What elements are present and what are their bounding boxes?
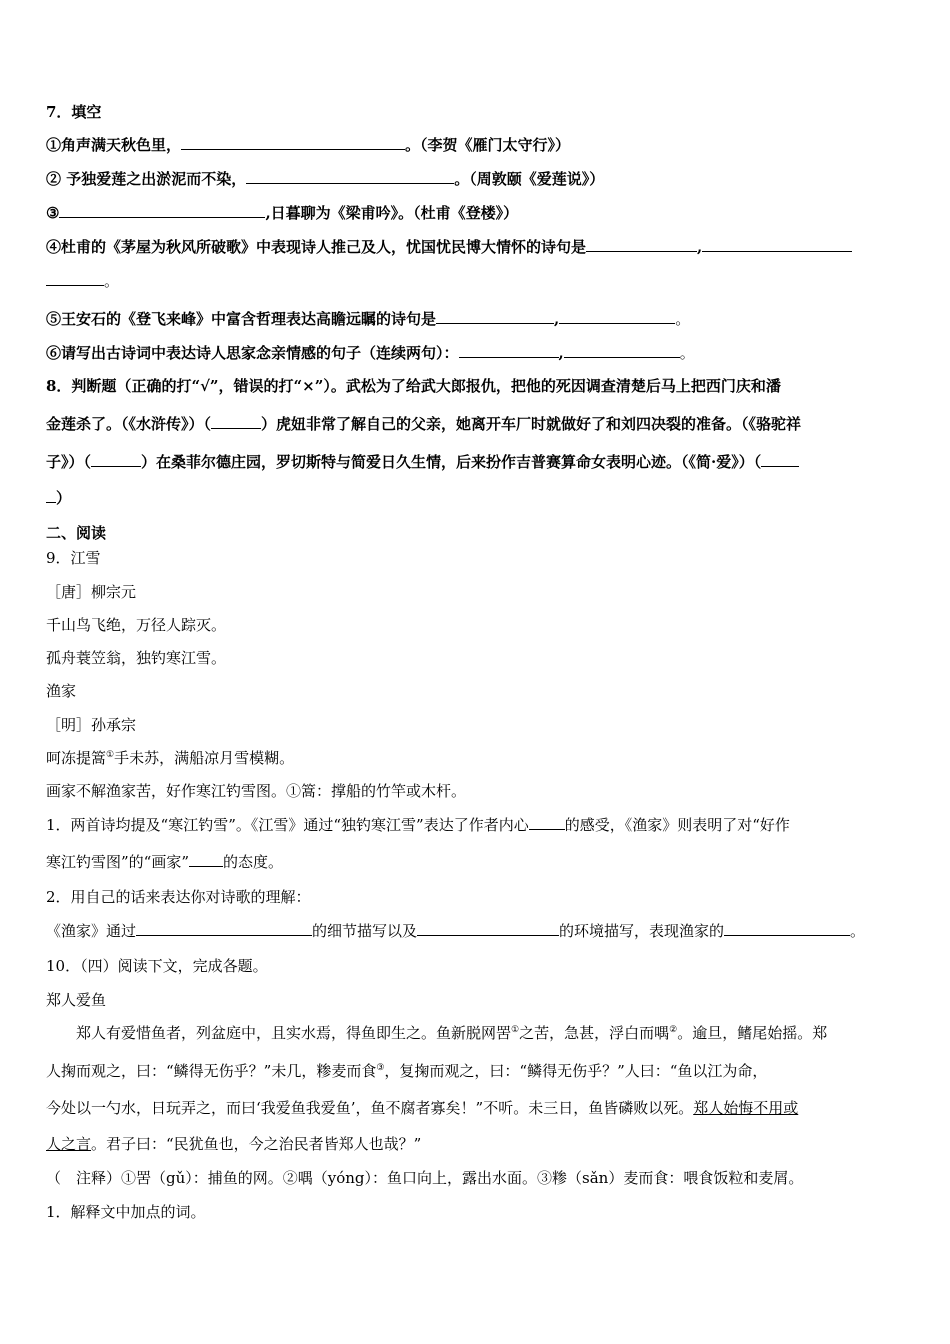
q9-sub-2-text-a: 《渔家》通过 (46, 922, 137, 940)
passage-line-3 (46, 1098, 798, 1118)
q7-line-2-source: 。（周敦颐《爱莲说》） (454, 170, 605, 188)
answer-blank[interactable] (761, 452, 799, 467)
q8-line-2-text: 金莲杀了。（《水浒传》）（ (46, 415, 212, 433)
q7-line-7-end: 。 (679, 344, 695, 362)
footnote-marker: ② (669, 1025, 678, 1035)
q7-line-2 (46, 169, 604, 189)
q9-sub-2-text-b: 的细节描写以及 (312, 922, 418, 940)
q9-sub-1-text-a: 1．两首诗均提及“寒江钓雪”。《江雪》通过“独钓寒江雪”表达了作者内心 (46, 816, 529, 834)
q7-line-7 (46, 343, 695, 363)
passage-line-3-a: 今处以一勺水，日玩弄之，而曰‘我爱鱼我爱鱼’，鱼不腐者寡矣！”不听。未三日，鱼皆磷败以死。 (46, 1099, 694, 1117)
q7-line-4 (46, 237, 852, 257)
passage-line-4-b: 。君子曰：“民犹鱼也，今之治民者皆郑人也哉？” (91, 1135, 422, 1153)
answer-blank[interactable] (91, 452, 141, 467)
passage-line-1-a: 郑人有爱惜鱼者，列盆庭中，且实水焉，得鱼即生之。鱼新脱网罟 (46, 1024, 512, 1042)
footnote-marker: ① (106, 750, 115, 760)
poem-2-title: 渔家 (46, 682, 77, 700)
q10-sub-1: 1．解释文中加点的词。 (46, 1203, 206, 1221)
answer-blank[interactable] (59, 203, 265, 218)
poem-2-line-2: 画家不解渔家苦，好作寒江钓雪图。①篙：撑船的竹竿或木杆。 (46, 782, 467, 800)
answer-blank[interactable] (46, 488, 56, 503)
q7-line-1-source: 。（李贺《雁门太守行》） (405, 136, 571, 154)
answer-blank[interactable] (211, 414, 261, 429)
answer-blank[interactable] (189, 852, 223, 867)
answer-blank[interactable] (246, 169, 454, 184)
q7-line-6-text: ⑤王安石的《登飞来峰》中富含哲理表达高瞻远瞩的诗句是 (46, 310, 437, 328)
q7-line-2-text: ② 予独爱莲之出淤泥而不染， (46, 170, 247, 188)
answer-blank[interactable] (724, 921, 850, 936)
passage-line-4 (46, 1134, 421, 1154)
q8-line-1: 8．判断题（正确的打“√”，错误的打“×”）。武松为了给武大郎报仇，把他的死因调查清楚后马上把西门庆和潘 (46, 377, 781, 395)
q7-line-7-text: ⑥请写出古诗词中表达诗人思家念亲情感的句子（连续两句）： (46, 344, 459, 362)
poem-2-author: ［明］孙承宗 (46, 716, 137, 734)
footnote-marker: ① (511, 1025, 520, 1035)
q7-line-6 (46, 309, 690, 329)
q8-line-3-text: 子》）（ (46, 453, 92, 471)
q8-line-4 (46, 488, 71, 508)
q7-line-6-end: 。 (675, 310, 691, 328)
q9-sub-2-line-2 (46, 921, 865, 941)
q7-line-1 (46, 135, 570, 155)
q7-line-6-sep: , (554, 310, 560, 328)
answer-blank[interactable] (459, 343, 559, 358)
answer-blank[interactable] (586, 237, 697, 252)
q8-line-3 (46, 452, 799, 472)
q7-line-3-text: ,日暮聊为《梁甫吟》。（杜甫《登楼》） (265, 204, 519, 222)
answer-blank[interactable] (529, 815, 565, 830)
q7-line-4-text: ④杜甫的《茅屋为秋风所破歌》中表现诗人推己及人，忧国忧民博大情怀的诗句是 (46, 238, 587, 256)
q9-sub-1-text-b: 的感受，《渔家》则表明了对“好作 (564, 816, 790, 834)
passage-line-1-b: 之苦，急甚，浮白而喁 (519, 1024, 670, 1042)
q8-line-2 (46, 414, 801, 434)
poem-1-line-2: 孤舟蓑笠翁，独钓寒江雪。 (46, 649, 227, 667)
passage-title: 郑人爱鱼 (46, 991, 107, 1009)
q8-line-4-close: ） (56, 489, 72, 507)
passage-line-1 (46, 1023, 827, 1043)
footnote-marker: ③ (376, 1063, 385, 1073)
q7-line-5-end: 。 (104, 272, 120, 290)
poem-1-line-1: 千山鸟飞绝，万径人踪灭。 (46, 616, 227, 634)
underlined-sentence-end: 人之言 (46, 1135, 92, 1153)
q8-line-3-text-b: ）在桑菲尔德庄园，罗切斯特与简爱日久生情，后来扮作吉普赛算命女表明心迹。（《简·爱》）（ (141, 453, 762, 471)
answer-blank[interactable] (559, 309, 675, 324)
underlined-sentence: 郑人始悔不用或 (693, 1099, 799, 1117)
q7-line-4-sep: , (697, 238, 703, 256)
answer-blank[interactable] (436, 309, 554, 324)
q7-line-7-sep: , (558, 344, 564, 362)
passage-notes: （ 注释）①罟（gǔ）：捕鱼的网。②喁（yóng）：鱼口向上，露出水面。③糁（sǎn）麦而食：喂食饭粒和麦屑。 (46, 1169, 804, 1187)
section-heading: 二、阅读 (46, 524, 107, 542)
q10-title: 10．（四）阅读下文，完成各题。 (46, 957, 268, 975)
answer-blank[interactable] (181, 135, 405, 150)
passage-line-2 (46, 1061, 767, 1081)
answer-blank[interactable] (417, 921, 559, 936)
poem-1-author: ［唐］柳宗元 (46, 583, 137, 601)
passage-line-1-c: 。逾旦，鳍尾始摇。郑 (677, 1024, 828, 1042)
poem-2-line-1-a: 呵冻提篙 (46, 749, 107, 767)
q7-line-3 (46, 203, 518, 223)
poem-2-line-1-b: 手未苏，满船凉月雪模糊。 (114, 749, 295, 767)
q8-line-2-text-b: ）虎妞非常了解自己的父亲，她离开车厂时就做好了和刘四决裂的准备。（《骆驼祥 (261, 415, 802, 433)
q7-line-5 (46, 271, 119, 291)
answer-blank[interactable] (136, 921, 312, 936)
q7-line-3-num: ③ (46, 204, 60, 222)
q9-title: 9．江雪 (46, 549, 101, 567)
q7-line-1-text: ①角声满天秋色里， (46, 136, 182, 154)
q9-sub-1-text-d: 的态度。 (223, 853, 284, 871)
q9-sub-2-text-c: 的环境描写，表现渔家的 (559, 922, 725, 940)
q9-sub-1-line-1 (46, 815, 790, 835)
answer-blank[interactable] (564, 343, 680, 358)
poem-2-line-1 (46, 748, 294, 768)
q9-sub-1-line-2 (46, 852, 283, 872)
passage-line-2-b: ，复掬而观之，曰：“鳞得无伤乎？”人曰：“鱼以江为命， (384, 1062, 768, 1080)
q7-title: 7．填空 (46, 103, 102, 121)
q9-sub-1-text-c: 寒江钓雪图”的“画家” (46, 853, 190, 871)
q9-sub-2-text-d: 。 (850, 922, 866, 940)
answer-blank[interactable] (46, 271, 104, 286)
q9-sub-2-line-1: 2．用自己的话来表达你对诗歌的理解： (46, 888, 311, 906)
passage-line-2-a: 人掬而观之，曰：“鳞得无伤乎？”未几，糁麦而食 (46, 1062, 377, 1080)
answer-blank[interactable] (702, 237, 852, 252)
